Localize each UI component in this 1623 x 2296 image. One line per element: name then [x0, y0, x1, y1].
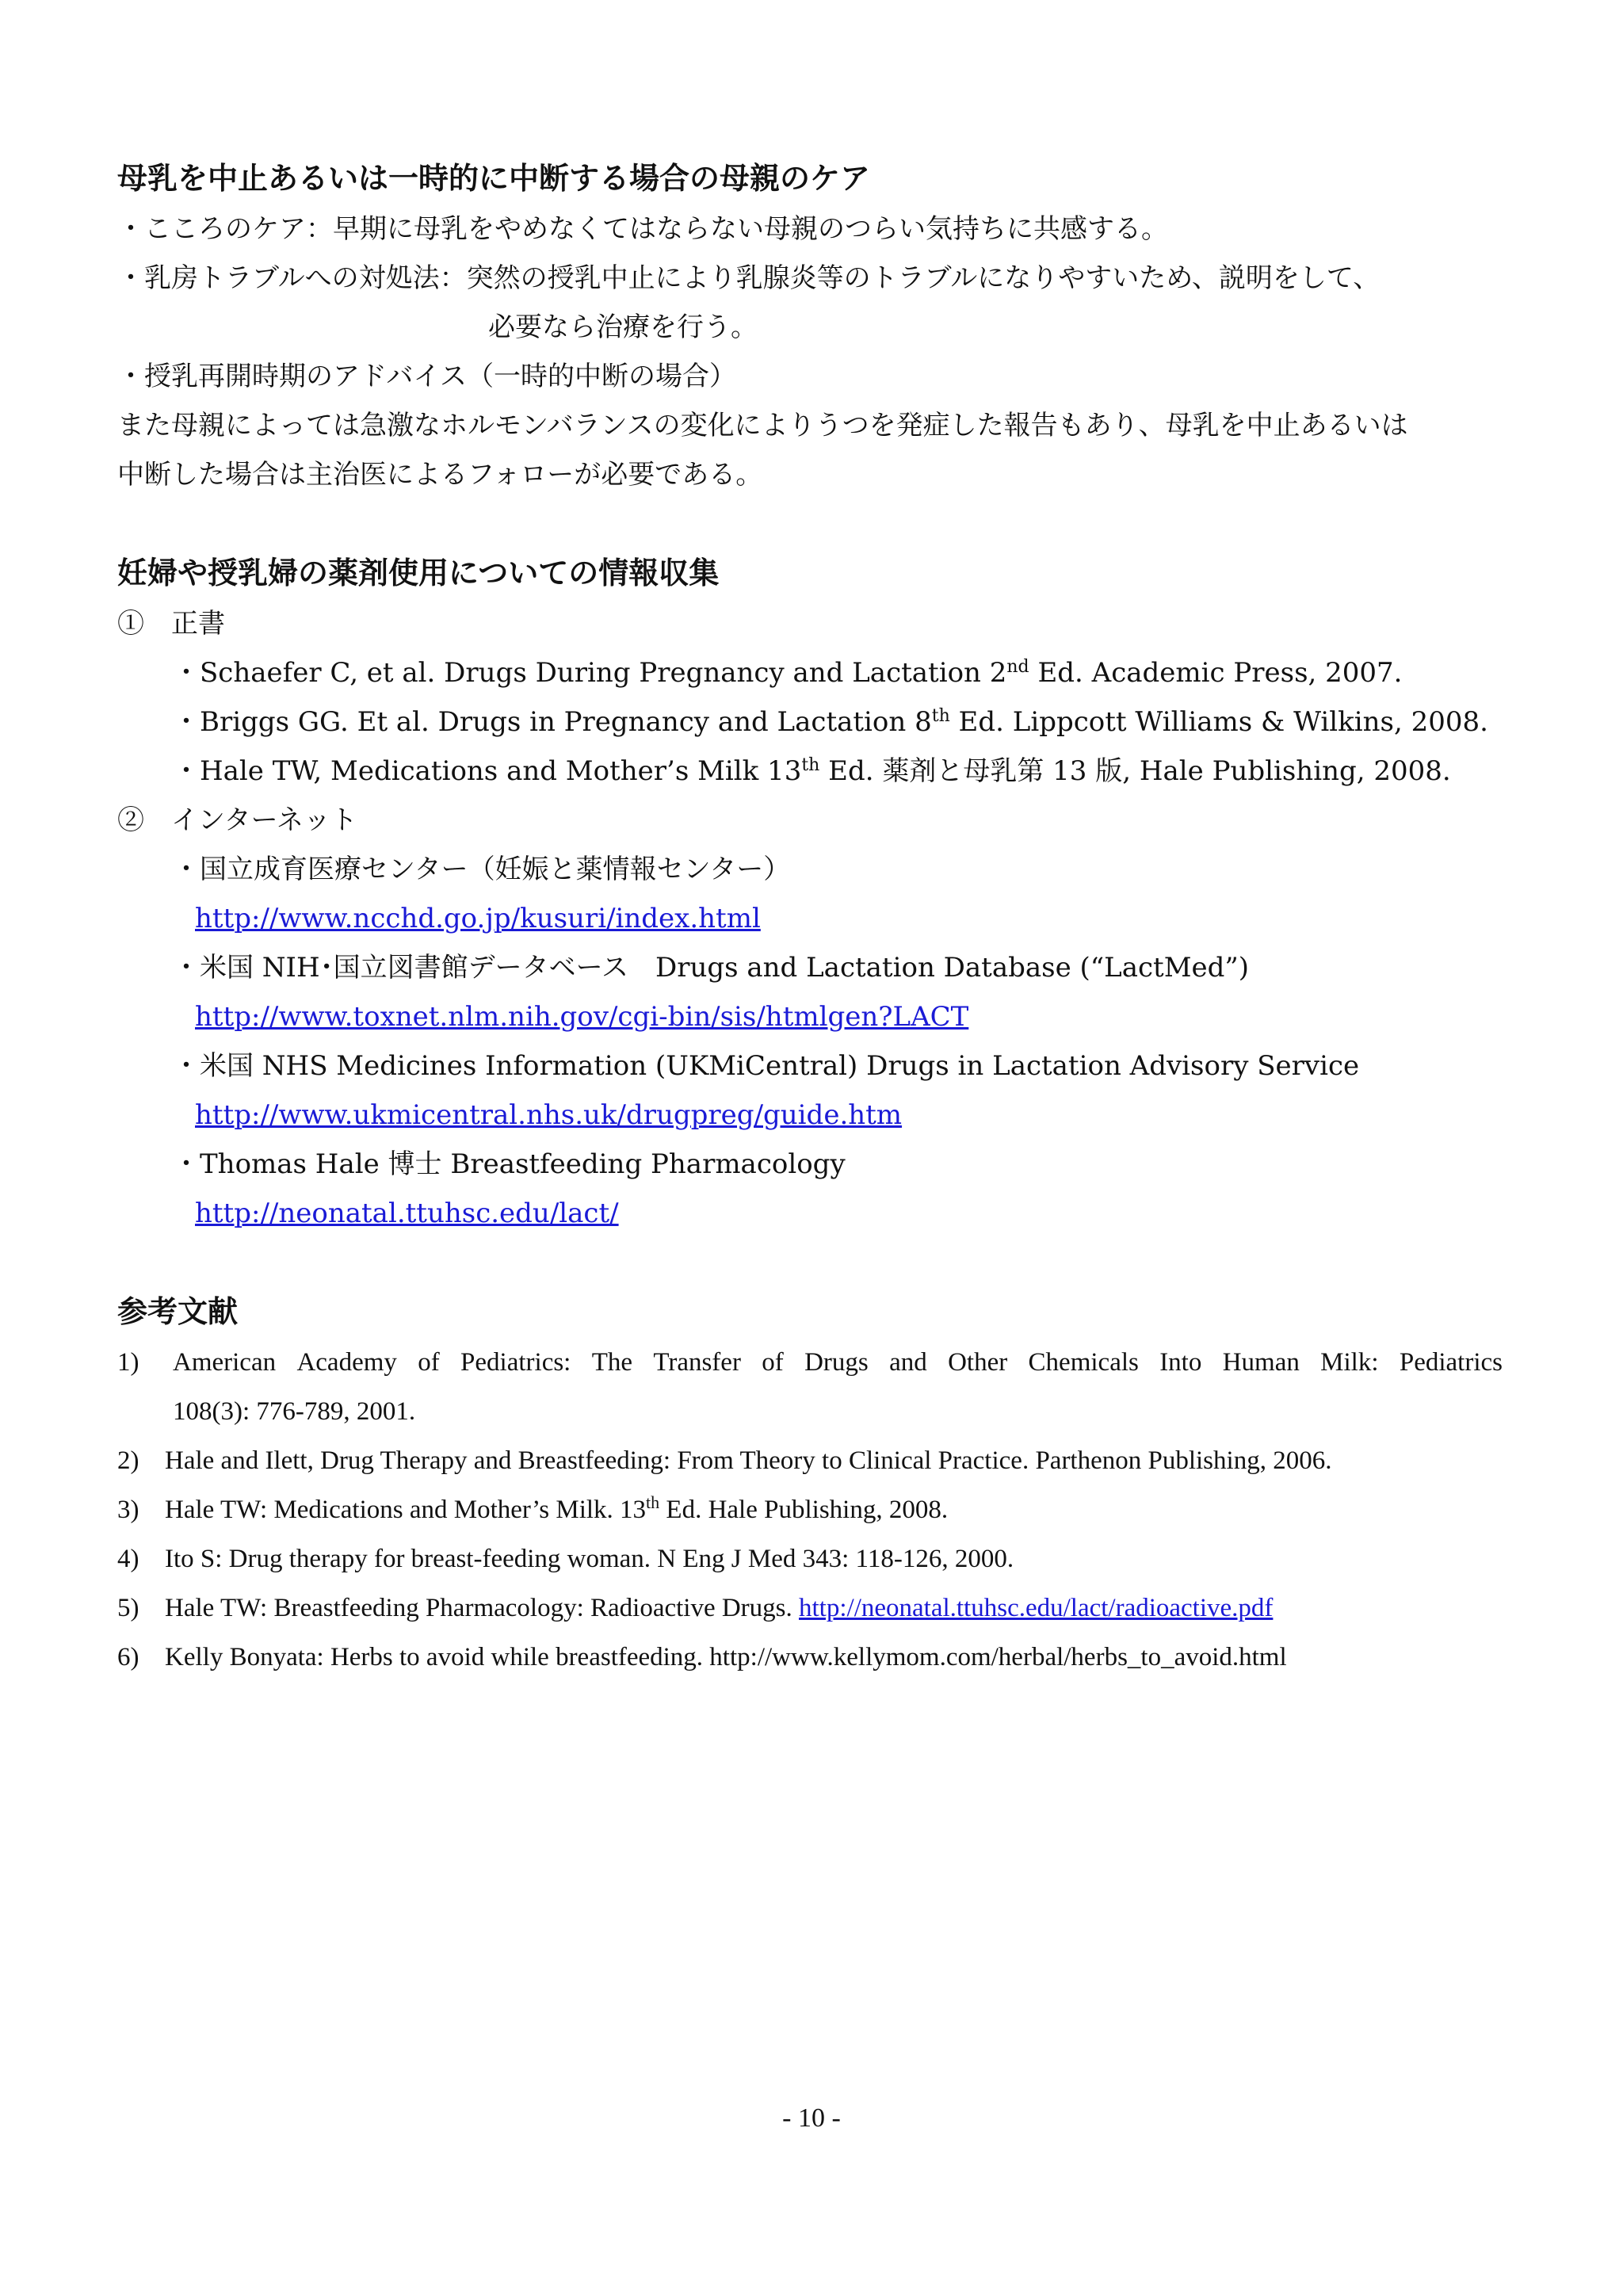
site-url-link[interactable]: http://www.toxnet.nlm.nih.gov/cgi-bin/sis/htmlgen?LACT [195, 1001, 969, 1033]
site-link[interactable] [195, 1195, 619, 1232]
book-item: ・Briggs GG. Et al. Drugs in Pregnancy and Lactation 8th Ed. Lippcott Williams & Wilkins, 2008. [173, 706, 1488, 738]
site-url-link[interactable]: http://neonatal.ttuhsc.edu/lact/ [195, 1198, 619, 1229]
site-name: ・米国 NHS Medicines Information (UKMiCentral) Drugs in Lactation Advisory Service [173, 1050, 1360, 1082]
paragraph-line-1: また母親によっては急激なホルモンバランスの変化によりうつを発症した報告もあり、母乳を中止あるいは [117, 410, 1408, 441]
care-item-breast-trouble-cont: 必要なら治療を行う。 [488, 311, 758, 343]
site-link[interactable] [195, 900, 761, 937]
reference-5: Hale TW: Breastfeeding Pharmacology: Radioactive Drugs. http://neonatal.ttuhsc.edu/lact/radioactive.pdf [165, 1594, 1274, 1622]
reference-number: 6) [117, 1643, 139, 1671]
reference-number: 3) [117, 1496, 139, 1524]
book-item: ・Schaefer C, et al. Drugs During Pregnancy and Lactation 2nd Ed. Academic Press, 2007. [173, 657, 1403, 689]
site-name: ・国立成育医療センター（妊娠と薬情報センター） [173, 854, 791, 885]
site-name: ・Thomas Hale 博士 Breastfeeding Pharmacology [173, 1148, 846, 1180]
internet-label: ② インターネット [117, 804, 357, 836]
reference-number: 4) [117, 1545, 139, 1573]
book-item: ・Hale TW, Medications and Mother’s Milk 13th Ed. 薬剤と母乳第 13 版, Hale Publishing, 2008. [173, 755, 1451, 787]
reference-1-line-2: 108(3): 776-789, 2001. [173, 1397, 416, 1426]
reference-number: 2) [117, 1446, 139, 1475]
care-item-emotional: ・こころのケア：早期に母乳をやめなくてはならない母親のつらい気持ちに共感する。 [117, 213, 1168, 245]
section-heading-info-sources: 妊婦や授乳婦の薬剤使用についての情報収集 [117, 556, 720, 590]
section-heading-references: 参考文献 [117, 1294, 239, 1329]
books-label: ① 正書 [117, 608, 225, 640]
site-link[interactable] [195, 999, 968, 1035]
reference-1-line-1: American Academy of Pediatrics: The Transfer of Drugs and Other Chemicals Into Human Milk: Pediatrics [173, 1348, 1503, 1377]
reference-6: Kelly Bonyata: Herbs to avoid while breastfeeding. http://www.kellymom.com/herbal/herbs_to_avoid.html [165, 1643, 1287, 1671]
reference-5-link[interactable]: http://neonatal.ttuhsc.edu/lact/radioactive.pdf [799, 1594, 1274, 1622]
care-item-resume-advice: ・授乳再開時期のアドバイス（一時的中断の場合） [117, 361, 736, 392]
site-link[interactable] [195, 1097, 902, 1133]
site-url-link[interactable]: http://www.ukmicentral.nhs.uk/drugpreg/guide.htm [195, 1099, 903, 1131]
paragraph-line-2: 中断した場合は主治医によるフォローが必要である。 [117, 459, 763, 491]
reference-4: Ito S: Drug therapy for breast-feeding woman. N Eng J Med 343: 118-126, 2000. [165, 1545, 1014, 1573]
reference-number: 1) [117, 1348, 139, 1377]
reference-number: 5) [117, 1594, 139, 1622]
page-number: - 10 - [782, 2103, 841, 2133]
reference-3: Hale TW: Medications and Mother’s Milk. 13th Ed. Hale Publishing, 2008. [165, 1492, 949, 1524]
site-url-link[interactable]: http://www.ncchd.go.jp/kusuri/index.html [195, 903, 761, 934]
reference-2: Hale and Ilett, Drug Therapy and Breastfeeding: From Theory to Clinical Practice. Parthenon Publishing, 2006. [165, 1446, 1332, 1475]
care-item-breast-trouble: ・乳房トラブルへの対処法：突然の授乳中止により乳腺炎等のトラブルになりやすいため、説明をして、 [117, 262, 1381, 294]
site-name: ・米国 NIH･国立図書館データベース Drugs and Lactation Database (“LactMed”) [173, 952, 1250, 984]
section-heading-mother-care: 母乳を中止あるいは一時的に中断する場合の母親のケア [117, 161, 871, 196]
